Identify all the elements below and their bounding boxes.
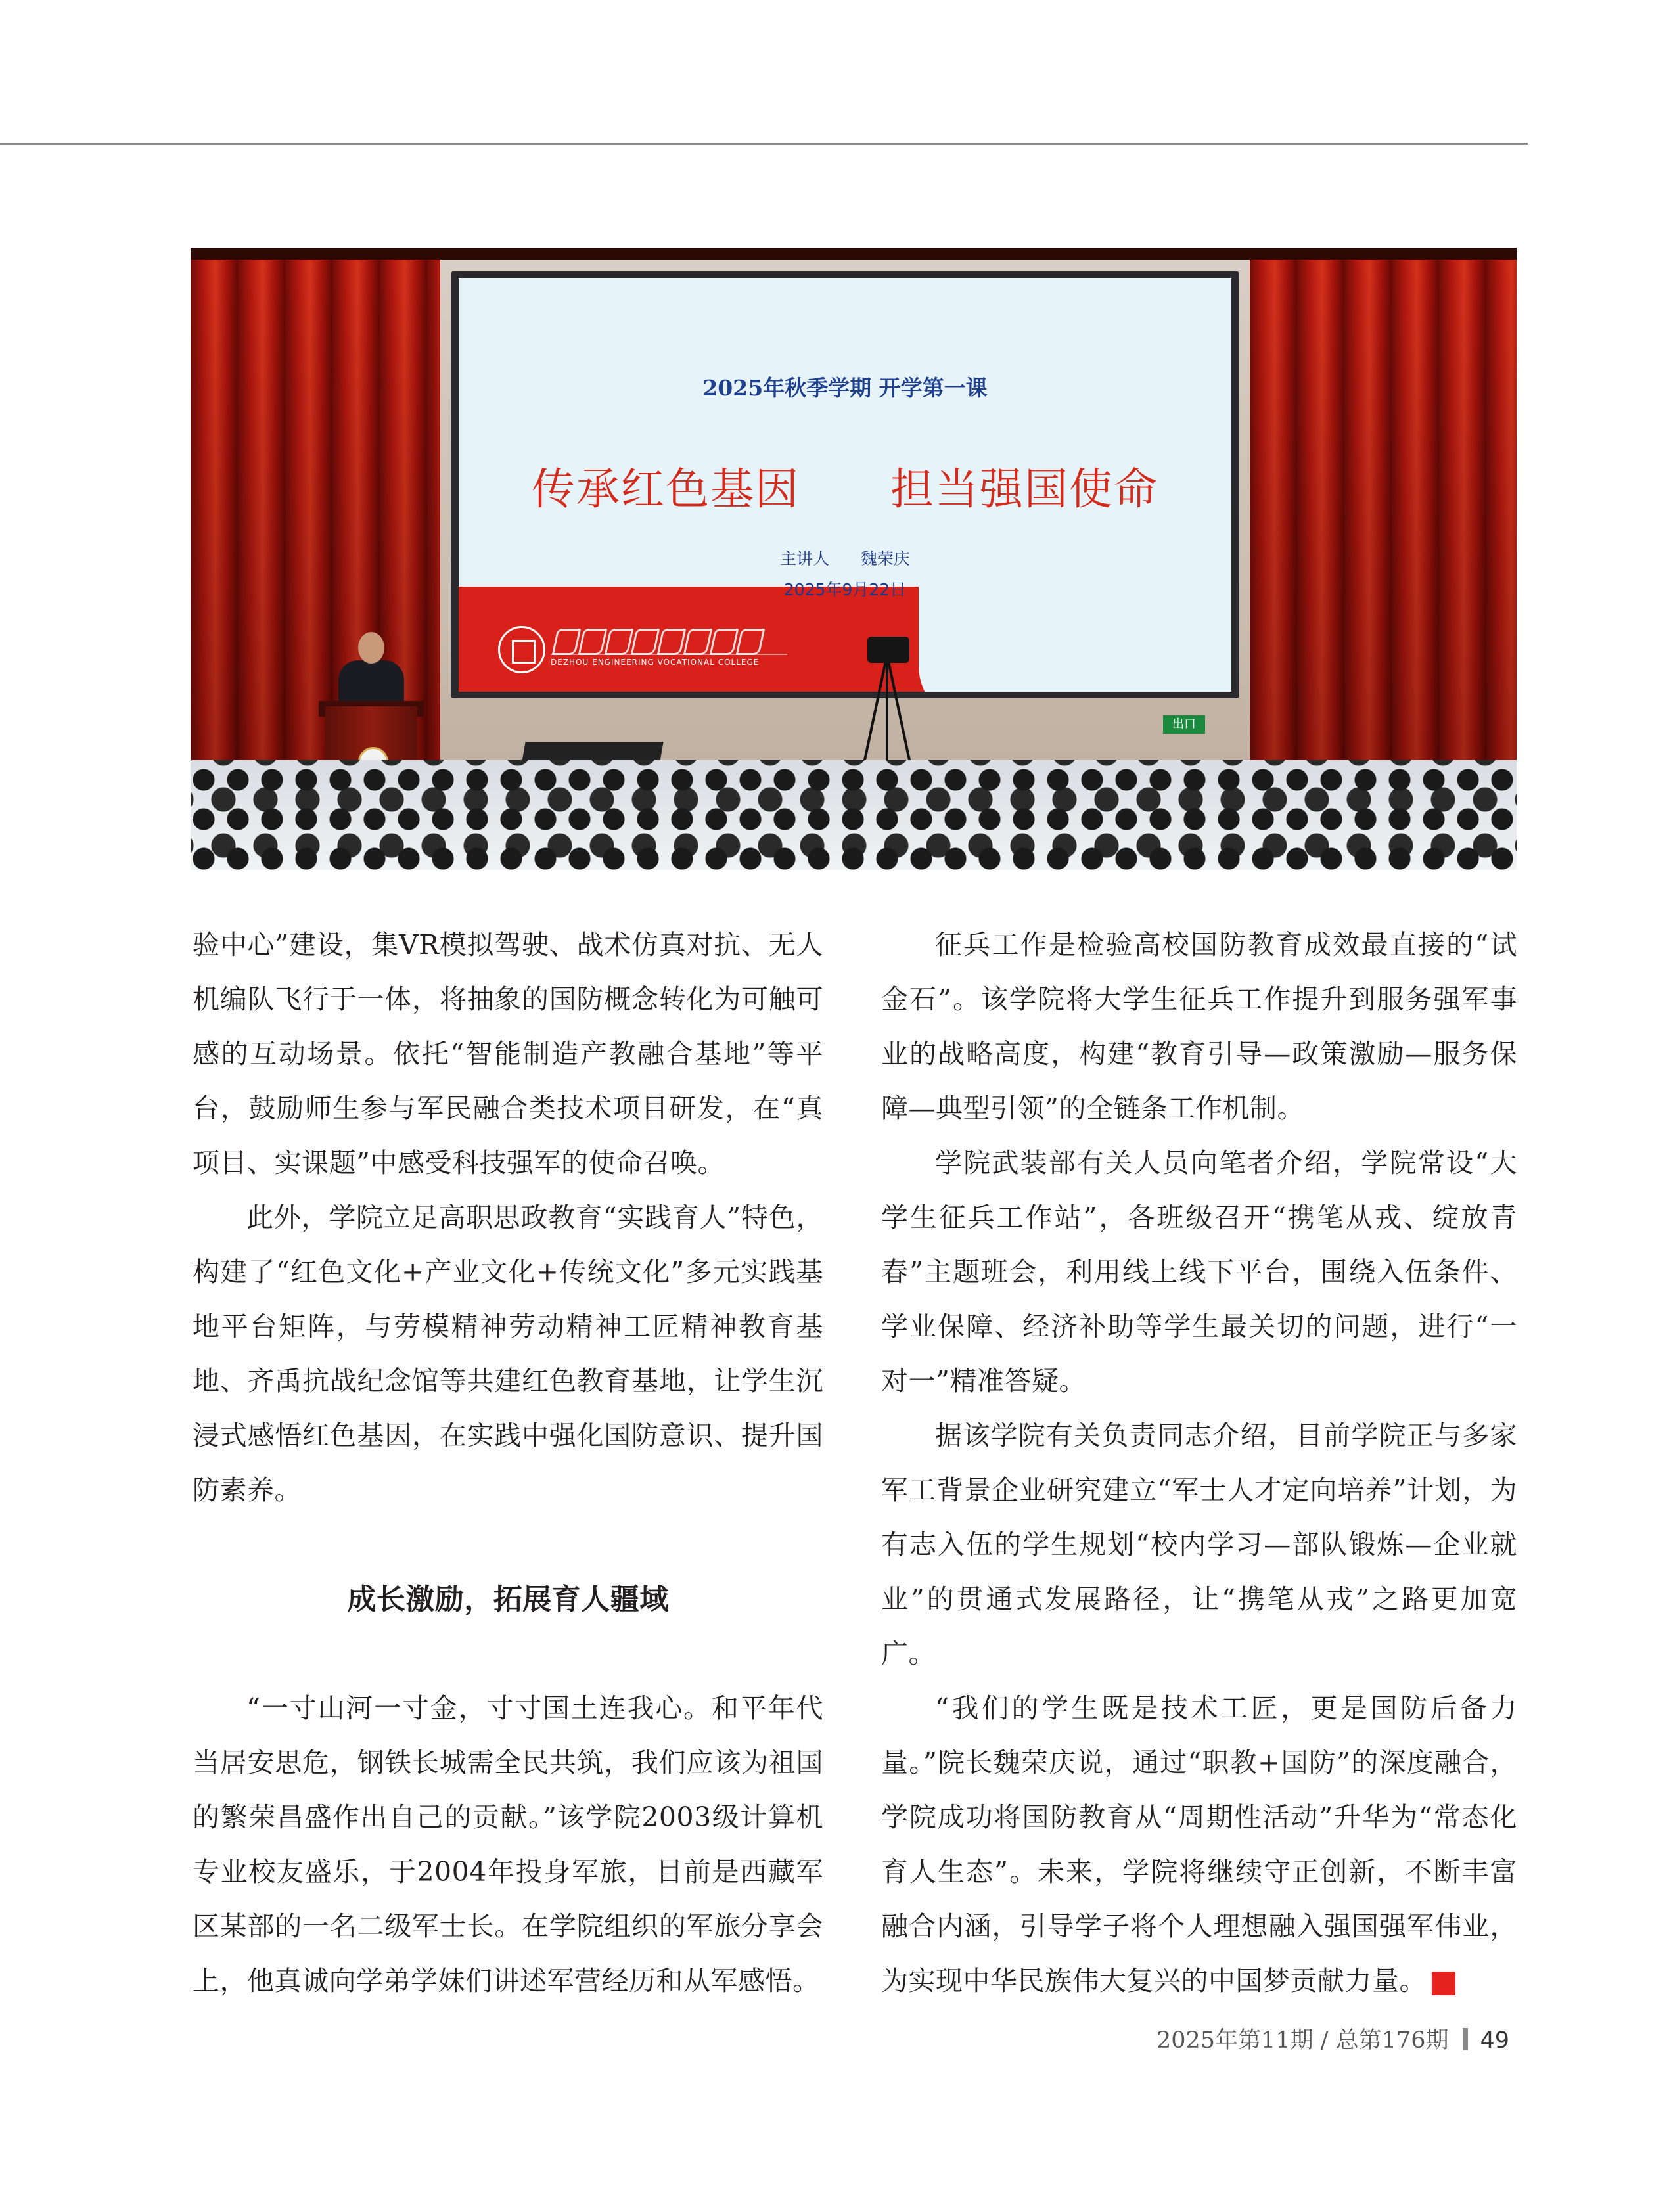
section-heading: 成长激励，拓展育人疆域 xyxy=(347,1583,669,1616)
right-paragraph-4 xyxy=(881,1681,1517,2008)
page-footer xyxy=(1156,2022,1509,2062)
speaker-figure xyxy=(338,660,404,706)
left-paragraph-3: “一寸山河一寸金，寸寸国土连我心。和平年代当居安思危，钢铁长城需全民共筑，我们应该为祖国的繁荣昌盛作出自己的贡献。”该学院2003级计算机专业校友盛乐，于2004年投身军旅，目前是西藏军区某部的一名二级军士长。在学院组织的军旅分享会上，他真诚向学弟学妹们讲述军营经历和从军感悟。 xyxy=(193,1692,823,1997)
exit-sign: 出口 xyxy=(1163,715,1205,734)
projection-screen xyxy=(459,278,1231,692)
right-paragraph-3: 据该学院有关负责同志介绍，目前学院正与多家军工背景企业研究建立“军士人才定向培养”计划，为有志入伍的学生规划“校内学习—部队锻炼—企业就业”的贯通式发展路径，让“携笔从戎”之路更加宽广。 xyxy=(881,1420,1517,1669)
slide-title: 传承红色基因 担当强国使命 xyxy=(532,464,1158,514)
left-paragraph-1: 验中心”建设，集VR模拟驾驶、战术仿真对抗、无人机编队飞行于一体，将抽象的国防概念转化为可触可感的互动场景。依托“智能制造产教融合基地”等平台，鼓励师生参与军民融合类技术项目研发，在“真项目、实课题”中感受科技强军的使命召唤。 xyxy=(193,929,823,1179)
right-paragraph-4-text: “我们的学生既是技术工匠，更是国防后备力量。”院长魏荣庆说，通过“职教+国防”的深度融合，学院成功将国防教育从“周期性活动”升华为“常态化育人生态”。未来，学院将继续守正创新，不断丰富融合内涵，引导学子将个人理想融入强国强军伟业，为实现中华民族伟大复兴的中国梦贡献力量。 xyxy=(881,1692,1517,1997)
left-paragraph-2: 此外，学院立足高职思政教育“实践育人”特色，构建了“红色文化+产业文化+传统文化”多元实践基地平台矩阵，与劳模精神劳动精神工匠精神教育基地、齐禹抗战纪念馆等共建红色教育基地，让学生沉浸式感悟红色基因，在实践中强化国防意识、提升国防素养。 xyxy=(193,1202,823,1506)
slide-curve xyxy=(919,554,1231,692)
college-emblem-icon xyxy=(498,626,545,673)
right-paragraph-1: 征兵工作是检验高校国防教育成效最直接的“试金石”。该学院将大学生征兵工作提升到服务强军事业的战略高度，构建“教育引导—政策激励—服务保障—典型引领”的全链条工作机制。 xyxy=(881,929,1517,1124)
page-number: 49 xyxy=(1480,2027,1510,2054)
right-column xyxy=(881,918,1517,2008)
issue-info: 2025年第11期 / 总第176期 xyxy=(1156,2027,1449,2054)
college-calligraphy-logo xyxy=(551,625,787,655)
right-paragraph-2: 学院武装部有关人员向笔者介绍，学院常设“大学生征兵工作站”，各班级召开“携笔从戎、绽放青春”主题班会，利用线上线下平台，围绕入伍条件、学业保障、经济补助等学生最关切的问题，进行“一对一”精准答疑。 xyxy=(881,1147,1517,1397)
stage-valance xyxy=(191,248,1517,260)
lecture-photo xyxy=(191,248,1517,870)
end-mark-icon: G xyxy=(1432,1972,1455,1995)
footer-divider xyxy=(1463,2028,1468,2050)
speaker-head xyxy=(358,632,384,664)
slide-date: 2025年9月22日 xyxy=(783,580,907,599)
college-name-english: DEZHOU ENGINEERING VOCATIONAL COLLEGE xyxy=(551,658,760,667)
left-column xyxy=(193,918,823,2008)
slide-subtitle: 2025年秋季学期 开学第一课 xyxy=(702,375,988,401)
header-rule xyxy=(0,143,1528,145)
video-camera-icon xyxy=(867,637,909,663)
audience-seats xyxy=(191,760,1517,870)
slide-speaker: 主讲人 魏荣庆 xyxy=(780,549,910,568)
